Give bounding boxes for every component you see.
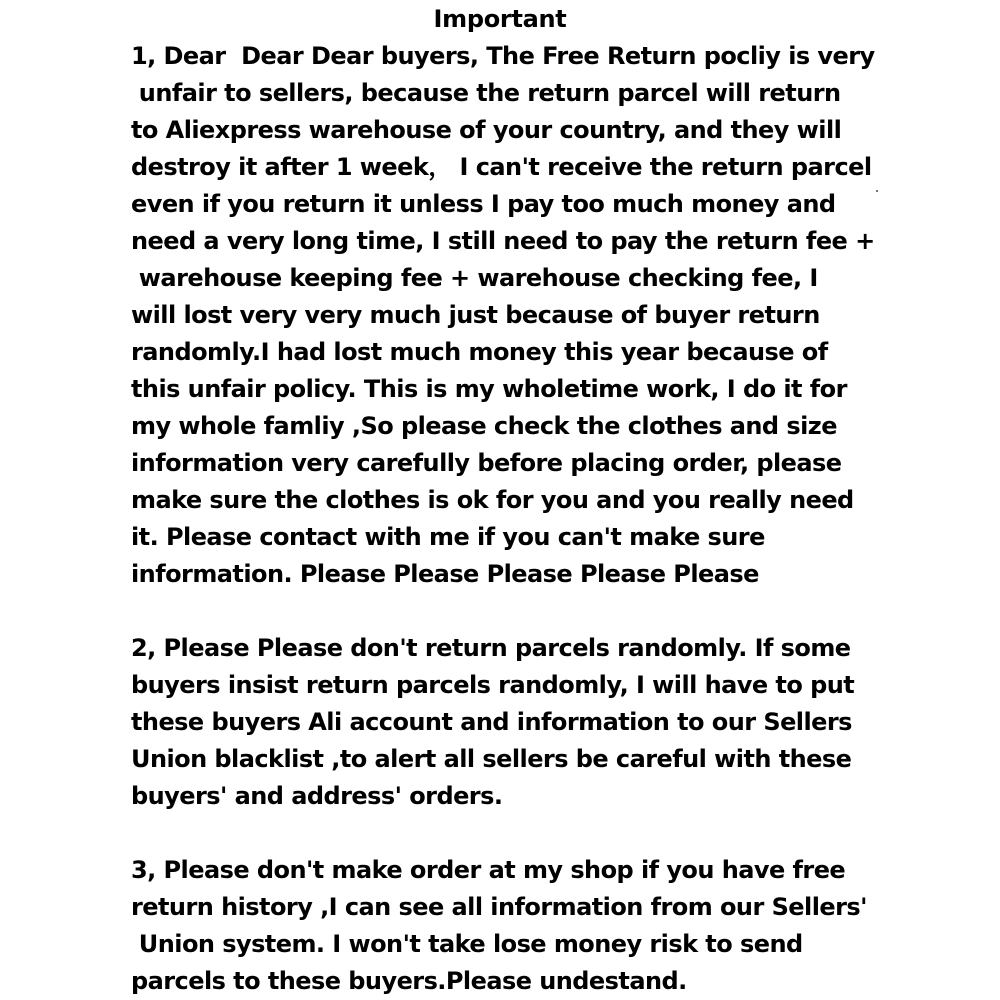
paragraph-2-line: Union blacklist ,to alert all sellers be careful with these [131, 745, 852, 773]
paragraph-1-line: make sure the clothes is ok for you and you really need [131, 486, 854, 514]
paragraph-3-line: parcels to these buyers.Please undestand. [131, 967, 687, 995]
paragraph-1-line: need a very long time, I still need to pay the return fee + [131, 227, 875, 255]
paragraph-3-line: 3, Please don't make order at my shop if you have free [131, 856, 846, 884]
paragraph-1-line: destroy it after 1 week， I can't receive the return parcel [131, 153, 872, 181]
paragraph-1-line: warehouse keeping fee + warehouse checking fee, I [131, 264, 818, 292]
paragraph-1-line: will lost very very much just because of buyer return [131, 301, 820, 329]
paragraph-1-line: information very carefully before placing order, please [131, 449, 842, 477]
paragraph-3-line: Union system. I won't take lose money risk to send [131, 930, 803, 958]
paragraph-2-line: buyers insist return parcels randomly, I will have to put [131, 671, 855, 699]
paragraph-2-line: buyers' and address' orders. [131, 782, 503, 810]
paragraph-1-line: 1, Dear Dear Dear buyers, The Free Return pocliy is very [131, 42, 875, 70]
paragraph-1-line: randomly.I had lost much money this year because of [131, 338, 828, 366]
paragraph-2-line: 2, Please Please don't return parcels randomly. If some [131, 634, 851, 662]
paragraph-1-line: it. Please contact with me if you can't make sure [131, 523, 765, 551]
notice-title: Important [433, 5, 567, 33]
paragraph-2-line: these buyers Ali account and information to our Sellers [131, 708, 852, 736]
paragraph-3-line: return history ,I can see all information from our Sellers' [131, 893, 867, 921]
paragraph-1-line: even if you return it unless I pay too much money and [131, 190, 836, 218]
paragraph-1-line: unfair to sellers, because the return parcel will return [131, 79, 841, 107]
paragraph-1-line: information. Please Please Please Please Please [131, 560, 759, 588]
paragraph-1-line: to Aliexpress warehouse of your country, and they will [131, 116, 842, 144]
stray-dot [876, 190, 878, 192]
paragraph-1-line: this unfair policy. This is my wholetime work, I do it for [131, 375, 847, 403]
paragraph-1-line: my whole famliy ,So please check the clothes and size [131, 412, 837, 440]
